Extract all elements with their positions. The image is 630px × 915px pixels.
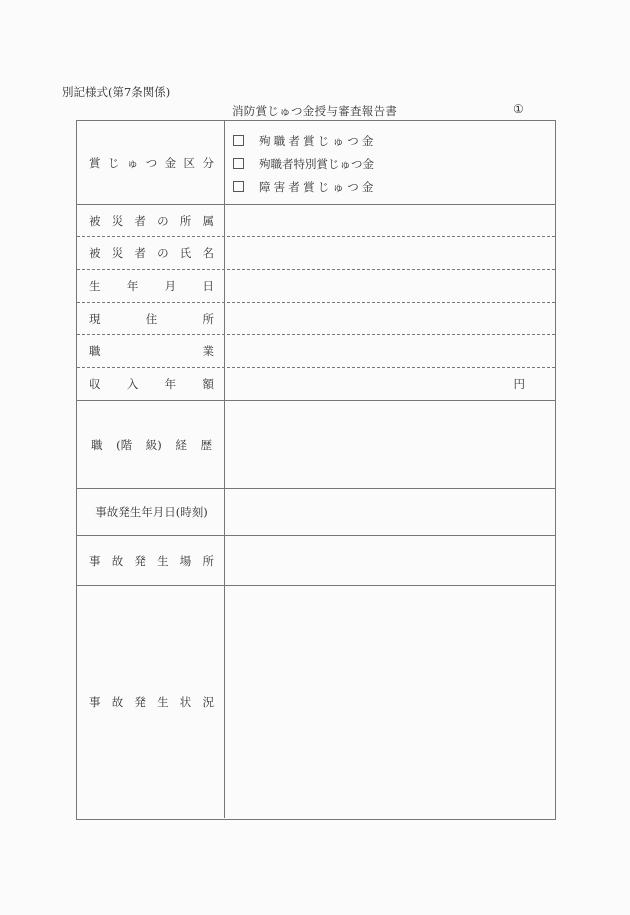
label-char: 生 [157, 695, 169, 709]
occupation-field[interactable] [225, 335, 555, 367]
annual-income-row [77, 368, 555, 401]
label-char: 所 [202, 553, 214, 568]
label-char: 事 [89, 553, 101, 568]
career-field[interactable] [225, 401, 555, 488]
label-char: 者 [134, 213, 146, 228]
label-char: 職 [89, 344, 101, 358]
birthdate-field[interactable] [225, 270, 555, 302]
label-char: 所 [202, 311, 214, 326]
label-char: の [157, 246, 169, 260]
checkbox-icon[interactable] [233, 135, 244, 146]
label-char: 分 [202, 155, 214, 170]
label-char: 級) [145, 437, 162, 452]
award-category-options [225, 121, 555, 204]
name-row [77, 237, 555, 270]
label-char: 入 [126, 377, 139, 391]
label-char: 者 [134, 246, 146, 260]
label-char: 生 [157, 553, 169, 568]
label-char: の [157, 213, 169, 228]
label-char: (階 [116, 437, 133, 452]
accident-place-row [77, 536, 555, 586]
name-label [77, 237, 225, 269]
career-row [77, 401, 555, 489]
label-char: 収 [89, 377, 101, 391]
accident-place-label [77, 536, 225, 585]
label-char: 災 [111, 246, 124, 260]
annual-income-label [77, 368, 225, 400]
career-label [77, 401, 225, 488]
option-special-line-of-duty-death[interactable]: 殉職者特別賞じゅつ金 [233, 152, 377, 175]
accident-situation-row [77, 586, 555, 818]
birthdate-row [77, 270, 555, 303]
label-char: 経 [175, 437, 187, 452]
address-label [77, 303, 225, 334]
accident-situation-label [77, 586, 225, 818]
report-form-table [76, 120, 556, 820]
label-char: 賞 [89, 155, 101, 170]
award-category-label [77, 121, 225, 204]
label-char: 住 [145, 311, 158, 326]
label-char: 区 [183, 155, 196, 170]
occupation-label [77, 335, 225, 367]
label-char: 職 [91, 437, 103, 452]
label-char: 年 [164, 377, 177, 391]
option-disability[interactable]: 障害者賞じゅつ金 [233, 175, 377, 198]
address-row [77, 303, 555, 335]
label-char: 事故発生年月日(時刻) [95, 505, 208, 519]
label-char: ゅ [126, 155, 139, 170]
accident-situation-field[interactable] [225, 586, 555, 818]
label-char: 生 [89, 279, 101, 293]
label-char: 況 [202, 695, 214, 709]
label-char: 発 [134, 553, 146, 568]
yen-unit: 円 [513, 377, 525, 391]
label-char: 年 [126, 279, 139, 293]
label-char: 発 [134, 695, 146, 709]
affiliation-row [77, 205, 555, 237]
label-char: 被 [89, 213, 101, 228]
checkbox-icon[interactable] [233, 181, 244, 192]
label-char: 場 [179, 553, 192, 568]
label-char: 日 [202, 279, 214, 293]
document-title: 消防賞じゅつ金授与審査報告書 [232, 104, 398, 118]
accident-place-field[interactable] [225, 536, 555, 585]
annual-income-field[interactable] [225, 368, 555, 400]
accident-date-field[interactable] [225, 489, 555, 535]
label-char: 属 [202, 213, 214, 228]
label-char: 氏 [179, 246, 192, 260]
label-char: 業 [202, 344, 214, 358]
form-reference: 別記様式(第7条関係) [62, 85, 171, 99]
label-char: 所 [179, 213, 192, 228]
label-char: 現 [89, 311, 101, 326]
name-field[interactable] [225, 237, 555, 269]
label-char: 故 [111, 695, 124, 709]
label-char: 災 [111, 213, 124, 228]
label-char: 月 [164, 279, 177, 293]
label-char: 金 [164, 155, 177, 170]
award-category-row [77, 121, 555, 205]
label-char: 状 [179, 695, 192, 709]
page-marker: ① [513, 102, 524, 116]
occupation-row [77, 335, 555, 368]
checkbox-icon[interactable] [233, 158, 244, 169]
label-char: 額 [202, 377, 214, 391]
birthdate-label [77, 270, 225, 302]
accident-date-row [77, 489, 555, 536]
affiliation-label [77, 205, 225, 236]
address-field[interactable] [225, 303, 555, 334]
option-line-of-duty-death[interactable]: 殉職者賞じゅつ金 [233, 129, 377, 152]
label-char: 被 [89, 246, 101, 260]
affiliation-field[interactable] [225, 205, 555, 236]
label-char: 歴 [200, 437, 212, 452]
label-char: じ [107, 155, 120, 170]
label-char: 名 [202, 246, 214, 260]
label-char: つ [145, 155, 158, 170]
label-char: 故 [111, 553, 124, 568]
accident-date-label [77, 489, 225, 535]
label-char: 事 [89, 695, 101, 709]
